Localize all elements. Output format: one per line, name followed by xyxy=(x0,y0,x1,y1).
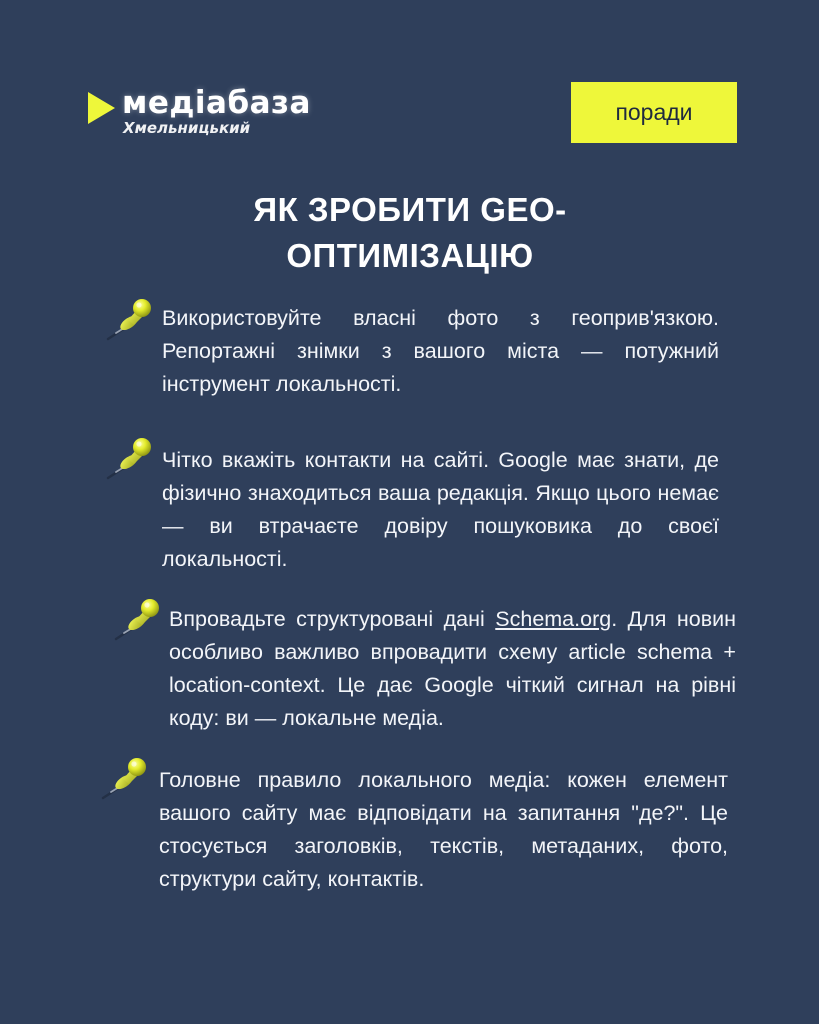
tip-text: Використовуйте власні фото з геоприв'язкою. Репортажні знімки з вашого міста — потужний інструмент локальності. xyxy=(162,306,719,396)
title-line-2: ОПТИМІЗАЦІЮ xyxy=(286,237,534,274)
brand-name: медіабаза xyxy=(122,85,311,121)
tip-text-part: Впровадьте структуровані дані xyxy=(169,607,496,631)
category-badge: поради xyxy=(571,82,737,143)
tip-text xyxy=(169,603,736,735)
play-triangle-icon xyxy=(88,92,115,124)
brand-city: Хмельницький xyxy=(123,119,251,137)
schema-org-link[interactable]: Schema.org xyxy=(495,607,612,631)
tip-text: Головне правило локального медіа: кожен елемент вашого сайту має відповідати на запитання "де?". Це стосується заголовків, текстів, метаданих, фото, структури сайту, контактів. xyxy=(159,768,728,891)
tip-text-part: . Для новин особливо важливо впровадити схему article schema + location-context. Це дає Google чіткий сигнал на рівні коду: ви — локальне медіа. xyxy=(169,607,736,730)
pushpin-icon xyxy=(97,752,159,802)
pushpin-icon xyxy=(102,293,164,343)
tip-text: Чітко вкажіть контакти на сайті. Google має знати, де фізично знаходиться ваша редакція. Якщо цього немає — ви втрачаєте довіру пошуковика до своєї локальності. xyxy=(162,448,719,571)
title-line-1: ЯК ЗРОБИТИ GEO- xyxy=(253,191,567,228)
pushpin-icon xyxy=(102,432,164,482)
pushpin-icon xyxy=(110,593,172,643)
page-title xyxy=(150,187,670,279)
